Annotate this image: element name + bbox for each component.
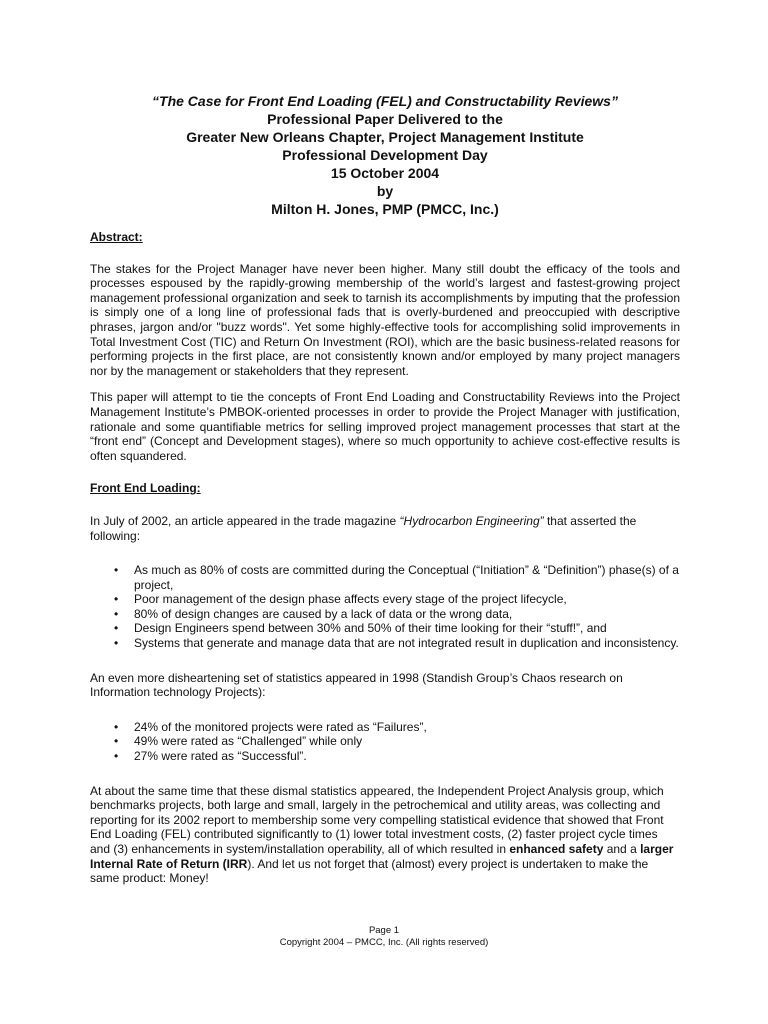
list-item-text: 80% of design changes are caused by a lack of data or the wrong data,	[134, 606, 513, 621]
standish-paragraph: An even more disheartening set of statistics appeared in 1998 (Standish Group’s Chaos research on Information technology Projects):	[90, 670, 623, 700]
ipa-text: At about the same time that these dismal statistics appeared, the Independent Project Analysis group, which benchmarks projects, both large and small, largely in the petrochemical and utility areas, was collecting and reporting for its 2002 report to membership some very compelling statistical evidence that showed that Front End Loading (FEL) contributed significantly to (1) lower total investment costs, (2) faster project cycle times and (3) enhancements in system/installation operability, all of which resulted in	[90, 783, 664, 856]
list-item	[90, 749, 680, 764]
bullet-icon: •	[114, 606, 119, 621]
list-item-text: Poor management of the design phase affects every stage of the project lifecycle,	[134, 592, 567, 607]
list-item-text: 24% of the monitored projects were rated as “Failures”,	[134, 719, 427, 734]
fel-statistics-list	[90, 563, 680, 651]
abstract-paragraph-1: The stakes for the Project Manager have never been higher. Many still doubt the efficacy of the tools and processes espoused by the rapidly-growing membership of the world’s largest and fastest-growing project management professional organization and seek to tarnish its accomplishments by imputing that the profession is simply one of a long line of professional fads that is overly-burdened and preoccupied with descriptive phrases, jargon and/or "buzz words". Yet some highly-effective tools for accomplishing solid improvements in Total Investment Cost (TIC) and Return On Investment (ROI), which are the basic business-related reasons for performing projects in the first place, are not consistently known and/or employed by many project managers nor by the management or stakeholders that they represent.	[90, 261, 680, 378]
fel-intro-text-end: that asserted the following:	[90, 513, 637, 543]
list-item-text: As much as 80% of costs are committed during the Conceptual (“Initiation” & “Definition”) phase(s) of a project,	[134, 563, 679, 592]
list-item	[90, 621, 680, 636]
fel-heading: Front End Loading:	[90, 481, 201, 496]
header-line-by: by	[376, 183, 394, 199]
list-item	[90, 720, 680, 735]
magazine-name: “Hydrocarbon Engineering”	[399, 513, 544, 528]
emphasis-irr: larger Internal Rate of Return (IRR	[90, 842, 674, 871]
list-item	[90, 636, 680, 651]
ipa-text-3: ). And let us not forget that (almost) every project is undertaken to make the same product: Money!	[90, 856, 649, 886]
list-item	[90, 592, 680, 607]
bullet-icon: •	[114, 749, 119, 764]
fel-intro-paragraph	[90, 514, 680, 543]
page-number: Page 1	[368, 925, 400, 936]
copyright-notice: Copyright 2004 – PMCC, Inc. (All rights reserved)	[279, 937, 489, 948]
paper-body	[90, 230, 680, 898]
bullet-icon: •	[114, 563, 119, 578]
list-item-text: Design Engineers spend between 30% and 50% of their time looking for their “stuff!”, and	[134, 621, 607, 636]
bullet-icon: •	[114, 621, 119, 636]
ipa-text-2: and a	[603, 842, 641, 856]
bullet-icon: •	[114, 592, 119, 607]
list-item-text: Systems that generate and manage data that are not integrated result in duplication and inconsistency.	[134, 636, 679, 651]
page-footer	[0, 925, 768, 949]
list-item	[90, 563, 680, 592]
abstract-heading: Abstract:	[90, 230, 143, 244]
list-item	[90, 607, 680, 622]
chaos-statistics-list	[90, 720, 680, 764]
bullet-icon: •	[114, 636, 119, 651]
emphasis-safety: enhanced safety	[509, 842, 604, 856]
bullet-icon: •	[114, 719, 119, 734]
ipa-paragraph	[90, 784, 680, 886]
list-item-text: 27% were rated as “Successful”.	[134, 749, 307, 764]
bullet-icon: •	[114, 734, 119, 749]
header-line-chapter: Greater New Orleans Chapter, Project Management Institute	[186, 129, 584, 145]
abstract-paragraph-2: This paper will attempt to tie the concepts of Front End Loading and Constructability Reviews into the Project Management Institute’s PMBOK-oriented processes in order to provide the Project Manager with justification, rationale and some quantifiable metrics for selling improved project management processes that start at the “front end” (Concept and Development stages), where so much opportunity to achieve cost-effective results is often squandered.	[90, 390, 680, 463]
header-line-date: 15 October 2004	[330, 165, 440, 181]
header-line-delivered: Professional Paper Delivered to the	[267, 111, 503, 127]
header-line-event: Professional Development Day	[282, 147, 488, 163]
header-line-author: Milton H. Jones, PMP (PMCC, Inc.)	[271, 201, 499, 217]
list-item	[90, 734, 680, 749]
list-item-text: 49% were rated as “Challenged” while only	[134, 734, 363, 749]
fel-intro-text: In July of 2002, an article appeared in the trade magazine	[90, 513, 400, 528]
paper-header	[90, 92, 680, 218]
paper-title: “The Case for Front End Loading (FEL) and Constructability Reviews”	[152, 93, 618, 109]
